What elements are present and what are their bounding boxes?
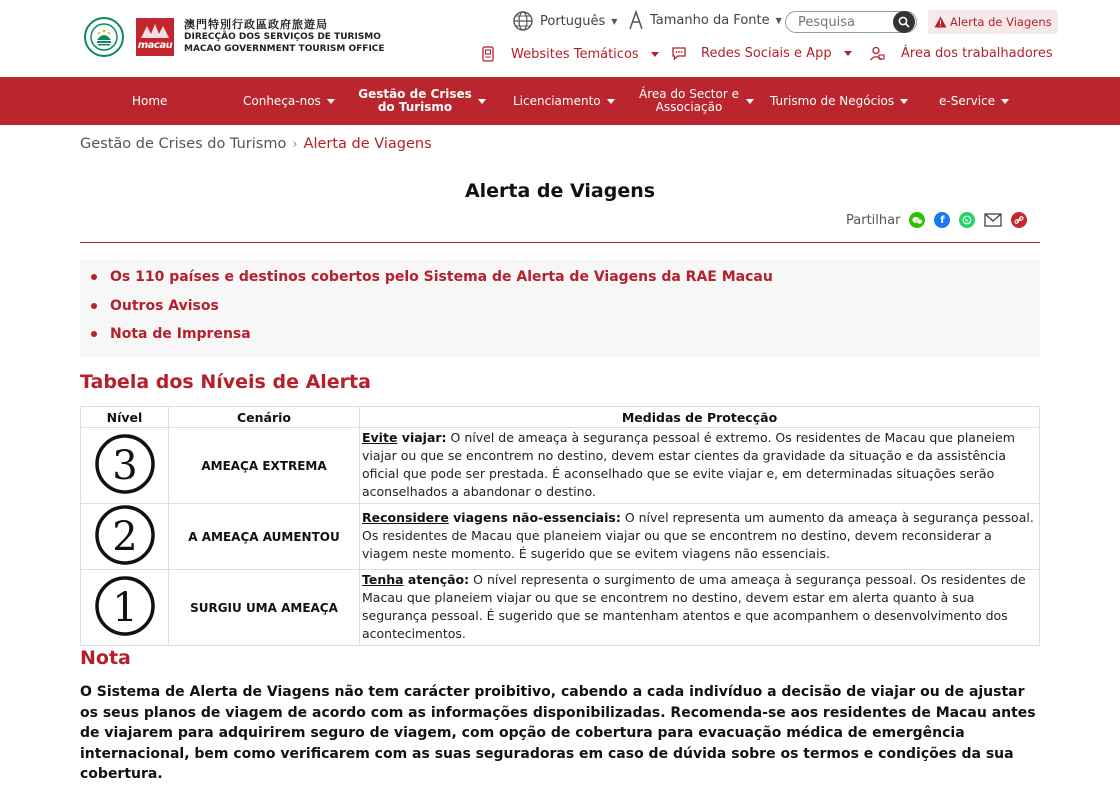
website-icon [481, 46, 495, 62]
nota-heading: Nota [80, 647, 131, 669]
measure-keyword: Reconsidere [362, 510, 449, 525]
language-label: Português [540, 13, 606, 29]
level-number: 1 [111, 585, 138, 631]
share-bar [846, 212, 1027, 228]
org-name-en: MACAO GOVERNMENT TOURISM OFFICE [184, 44, 385, 54]
chevron-down-icon [478, 99, 486, 104]
search-icon [898, 16, 910, 28]
travel-alert-badge[interactable] [928, 10, 1058, 34]
measure-text: O nível de ameaça à segurança pessoal é extremo. Os residentes de Macau que planeiem viajar ou que se encontrem no destino, devem estar cientes da gravidade da situação e da assistência oficial que pode ser prestada. É aconselhado que se evite viajar e, em determinadas situações serão aconselhados a abandonar o destino. [362, 430, 1015, 499]
staff-area-link[interactable] [869, 46, 1053, 61]
nav-crisis-label: Gestão de Crises do Turismo [358, 87, 472, 114]
measure-cell [360, 504, 1040, 570]
table-row [81, 504, 1040, 570]
related-links-box [80, 260, 1040, 357]
nav-licensing-label: Licenciamento [513, 93, 601, 108]
breadcrumb-current: Alerta de Viagens [303, 136, 432, 152]
chevron-down-icon [1001, 99, 1009, 104]
alert-table-heading: Tabela dos Níveis de Alerta [80, 371, 371, 393]
macao-sar-emblem-icon [84, 17, 124, 57]
language-selector[interactable] [512, 10, 617, 32]
macau-logo-text: macau [137, 40, 173, 51]
level-number: 3 [111, 443, 138, 489]
col-scenario-header: Cenário [169, 407, 360, 428]
chevron-down-icon [607, 99, 615, 104]
thematic-websites-label: Websites Temáticos [511, 46, 639, 62]
measure-text: O nível representa um aumento da ameaça à segurança pessoal. Os residentes de Macau que planeiem viajar ou que se encontrem no destino, devem reconsiderar a viagem neste momento. É sugerido que se evitem viagens não essenciais. [362, 510, 1034, 561]
scenario-cell: AMEAÇA EXTREMA [169, 428, 360, 504]
related-link[interactable]: Outros Avisos [110, 295, 1040, 324]
related-link[interactable]: Os 110 países e destinos cobertos pelo Sistema de Alerta de Viagens da RAE Macau [110, 266, 1040, 295]
page-title: Alerta de Viagens [464, 180, 656, 202]
staff-icon [869, 46, 885, 61]
nav-business-label: Turismo de Negócios [770, 93, 895, 108]
nav-licensing[interactable] [513, 77, 615, 125]
title-divider [80, 242, 1040, 243]
measure-keyword: Tenha [362, 572, 404, 587]
nav-home[interactable] [132, 77, 167, 125]
org-name-cn: 澳門特別行政區政府旅遊局 [184, 18, 328, 31]
chevron-down-icon [327, 99, 335, 104]
measure-bold: atenção: [403, 572, 470, 587]
chevron-down-icon [900, 99, 908, 104]
nav-about-label: Conheça-nos [243, 93, 321, 108]
table-row [81, 428, 1040, 504]
table-header-row [81, 407, 1040, 428]
col-measures-header: Medidas de Protecção [360, 407, 1040, 428]
nav-sector-association[interactable] [638, 77, 754, 125]
measure-cell [360, 428, 1040, 504]
table-row [81, 570, 1040, 646]
level-1-icon [81, 570, 169, 646]
measure-bold: viajar: [397, 430, 447, 445]
warning-icon [934, 16, 947, 28]
travel-alert-label: Alerta de Viagens [950, 15, 1052, 29]
chevron-down-icon: ▼ [775, 15, 782, 25]
scenario-cell: A AMEAÇA AUMENTOU [169, 504, 360, 570]
staff-area-label: Área dos trabalhadores [901, 46, 1053, 61]
search-button[interactable] [893, 11, 915, 33]
measure-text: O nível representa o surgimento de uma ameaça à segurança pessoal. Os residentes de Macau que planeiem viajar ou que se encontrem no destino, devem estar em alerta quanto à sua segurança pessoal. É sugerido que se mantenham atentos e que acompanhem o desenvolvimento dos acontecimentos. [362, 572, 1026, 641]
email-icon[interactable] [984, 213, 1002, 227]
chevron-down-icon [844, 51, 852, 56]
chevron-down-icon [651, 52, 659, 57]
measure-keyword: Evite [362, 430, 398, 445]
org-names [184, 19, 385, 55]
level-3-icon [81, 428, 169, 504]
alert-levels-table [80, 406, 1040, 646]
breadcrumb [80, 136, 432, 152]
main-nav [0, 77, 1120, 125]
whatsapp-icon[interactable] [959, 212, 975, 228]
font-size-label: Tamanho da Fonte [650, 12, 770, 28]
measure-cell [360, 570, 1040, 646]
search-input[interactable] [798, 15, 888, 30]
breadcrumb-parent[interactable]: Gestão de Crises do Turismo [80, 136, 287, 152]
nav-about[interactable] [243, 77, 335, 125]
font-size-icon [628, 10, 644, 30]
social-media-menu[interactable] [671, 46, 852, 61]
level-2-icon [81, 504, 169, 570]
chevron-down-icon: ▼ [611, 16, 618, 26]
nav-eservice[interactable] [939, 77, 1009, 125]
measure-bold: viagens não-essenciais: [448, 510, 621, 525]
font-size-selector[interactable] [628, 10, 782, 30]
nav-crisis-management[interactable] [358, 77, 486, 125]
nav-sector-label: Área do Sector e Associação [639, 87, 739, 114]
site-logo[interactable] [84, 14, 385, 60]
related-link[interactable]: Nota de Imprensa [110, 323, 1040, 352]
col-level-header: Nível [81, 407, 169, 428]
chat-icon [671, 46, 687, 61]
share-label: Partilhar [846, 212, 901, 228]
scenario-cell: SURGIU UMA AMEAÇA [169, 570, 360, 646]
nota-text: O Sistema de Alerta de Viagens não tem carácter proibitivo, cabendo a cada indivíduo a decisão de viajar ou de ajustar os seus planos de viagem de acordo com as informações disponibilizadas. Recomenda-se aos residentes de Macau antes de viajarem para adquirirem seguro de viagem, com opção de cobertura para evacuação médica de emergência internacional, bem como verificarem com as suas seguradoras em caso de dúvida sobre os termos e condições da sua cobertura. [80, 684, 1036, 782]
chevron-right-icon: › [292, 136, 298, 152]
org-name-pt: DIRECÇÃO DOS SERVIÇOS DE TURISMO [184, 32, 381, 42]
macau-brand-logo [136, 18, 174, 56]
social-media-label: Redes Sociais e App [701, 46, 832, 61]
thematic-websites-menu[interactable] [481, 46, 659, 62]
wechat-icon[interactable] [909, 212, 925, 228]
link-icon[interactable] [1011, 212, 1027, 228]
nav-business-tourism[interactable] [770, 77, 908, 125]
facebook-icon[interactable]: f [934, 212, 950, 228]
nav-home-label: Home [132, 93, 168, 108]
globe-icon [512, 10, 534, 32]
level-number: 2 [111, 514, 138, 560]
chevron-down-icon [746, 99, 754, 104]
nav-eservice-label: e-Service [939, 93, 996, 108]
